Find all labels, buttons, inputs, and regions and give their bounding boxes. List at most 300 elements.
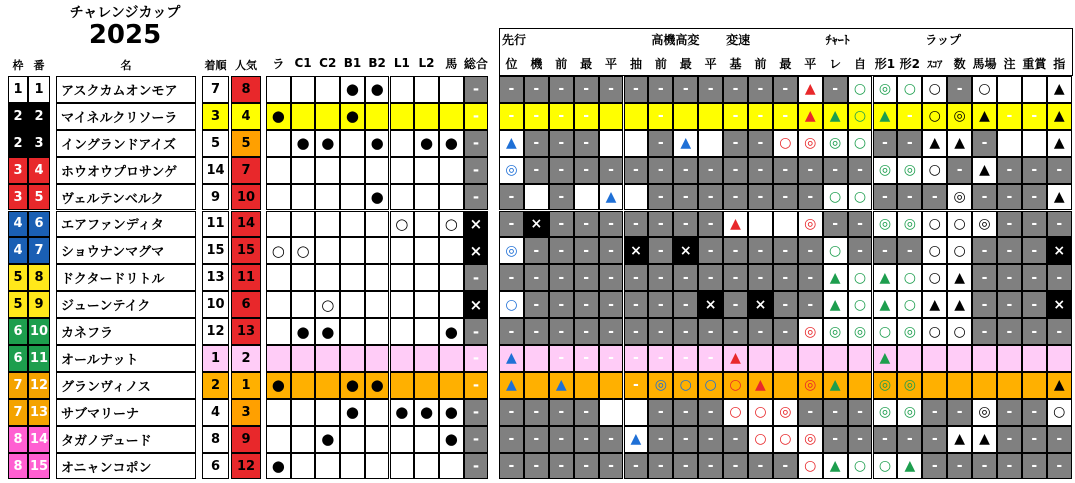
metric-cell: ○ bbox=[798, 453, 823, 480]
number-cell: 13 bbox=[28, 399, 50, 426]
course-cell bbox=[390, 237, 415, 264]
metric-cell: - bbox=[673, 453, 698, 480]
course-cell bbox=[439, 103, 464, 130]
metric-cell bbox=[1022, 76, 1047, 103]
metric-cell: - bbox=[723, 76, 748, 103]
course-cell bbox=[390, 157, 415, 184]
metric-cell: × bbox=[524, 211, 549, 238]
course-cell bbox=[390, 103, 415, 130]
metric-cell: - bbox=[748, 76, 773, 103]
course-cell: ● bbox=[365, 372, 390, 399]
course-cell: × bbox=[464, 211, 489, 238]
metric-cell bbox=[624, 184, 649, 211]
metric-cell: - bbox=[549, 318, 574, 345]
course-cell bbox=[414, 318, 439, 345]
metric-cell: - bbox=[773, 264, 798, 291]
metric-cell bbox=[1022, 345, 1047, 372]
popularity: 4 bbox=[231, 103, 261, 130]
metric-cell: - bbox=[723, 130, 748, 157]
metric-cell: - bbox=[524, 318, 549, 345]
metric-cell: - bbox=[947, 157, 972, 184]
metric-cell: - bbox=[698, 237, 723, 264]
metric-cell bbox=[574, 372, 599, 399]
number-cell: 10 bbox=[28, 318, 50, 345]
finish-rank: 6 bbox=[202, 453, 229, 480]
popularity: 8 bbox=[231, 76, 261, 103]
metric-cell: - bbox=[524, 103, 549, 130]
metric-cell: ◎ bbox=[798, 426, 823, 453]
course-cell bbox=[315, 157, 340, 184]
course-cell bbox=[439, 345, 464, 372]
metric-cell: - bbox=[648, 103, 673, 130]
metric-cell: - bbox=[1022, 291, 1047, 318]
course-cell: ● bbox=[266, 453, 291, 480]
metric-cell: - bbox=[1022, 426, 1047, 453]
course-cell bbox=[414, 211, 439, 238]
metric-cell: - bbox=[524, 157, 549, 184]
metric-cell: - bbox=[1047, 318, 1072, 345]
metric-cell: ○ bbox=[748, 426, 773, 453]
waku-cell: 5 bbox=[8, 291, 28, 318]
course-cell: - bbox=[464, 264, 489, 291]
horse-name: ショウナンマグマ bbox=[56, 237, 196, 264]
popularity: 6 bbox=[231, 291, 261, 318]
course-cell bbox=[291, 76, 316, 103]
course-cell bbox=[365, 103, 390, 130]
metric-cell: - bbox=[997, 399, 1022, 426]
metric-cell: ▲ bbox=[549, 372, 574, 399]
course-cell: ○ bbox=[266, 237, 291, 264]
horse-name: ドクタードリトル bbox=[56, 264, 196, 291]
metric-cell: - bbox=[574, 103, 599, 130]
right-col-header: 指 bbox=[1053, 56, 1066, 71]
metric-cell: ▲ bbox=[823, 453, 848, 480]
metric-cell: - bbox=[972, 291, 997, 318]
metric-cell: - bbox=[947, 399, 972, 426]
course-cell bbox=[365, 399, 390, 426]
metric-cell: ▲ bbox=[798, 103, 823, 130]
metric-cell: ▲ bbox=[873, 103, 898, 130]
metric-cell: - bbox=[574, 426, 599, 453]
race-year: 2025 bbox=[88, 20, 162, 50]
metric-cell: ▲ bbox=[1047, 184, 1072, 211]
metric-cell: - bbox=[549, 453, 574, 480]
metric-cell: ○ bbox=[848, 291, 873, 318]
horse-name: タガノデュード bbox=[56, 426, 196, 453]
metric-cell: ◎ bbox=[873, 157, 898, 184]
metric-cell: - bbox=[773, 237, 798, 264]
course-cell: ● bbox=[315, 318, 340, 345]
course-cell bbox=[439, 453, 464, 480]
col-header-1: 番 bbox=[33, 59, 45, 72]
course-cell bbox=[340, 426, 365, 453]
metric-cell: - bbox=[1047, 453, 1072, 480]
course-cell bbox=[439, 372, 464, 399]
waku-cell: 3 bbox=[8, 184, 28, 211]
metric-cell: ○ bbox=[873, 318, 898, 345]
course-cell: - bbox=[464, 130, 489, 157]
metric-cell: ○ bbox=[673, 372, 698, 399]
course-cell bbox=[414, 345, 439, 372]
metric-cell: - bbox=[823, 211, 848, 238]
waku-cell: 1 bbox=[8, 76, 28, 103]
metric-cell: ○ bbox=[947, 211, 972, 238]
metric-cell bbox=[624, 130, 649, 157]
metric-cell bbox=[673, 103, 698, 130]
metric-cell: - bbox=[972, 184, 997, 211]
course-cell bbox=[414, 264, 439, 291]
course-cell bbox=[340, 184, 365, 211]
metric-cell: - bbox=[1022, 264, 1047, 291]
course-cell: ● bbox=[439, 426, 464, 453]
metric-cell: - bbox=[599, 318, 624, 345]
metric-cell: - bbox=[648, 453, 673, 480]
metric-cell: ○ bbox=[848, 103, 873, 130]
popularity: 9 bbox=[231, 426, 261, 453]
metric-cell: ◎ bbox=[873, 76, 898, 103]
course-cell: - bbox=[464, 184, 489, 211]
metric-cell: - bbox=[823, 426, 848, 453]
metric-cell: ○ bbox=[897, 291, 922, 318]
metric-cell: - bbox=[1022, 237, 1047, 264]
course-cell: ● bbox=[315, 130, 340, 157]
metric-cell: - bbox=[499, 103, 524, 130]
metric-cell: - bbox=[574, 453, 599, 480]
metric-cell: - bbox=[848, 237, 873, 264]
right-col-header: 最 bbox=[580, 56, 593, 71]
metric-cell: - bbox=[599, 76, 624, 103]
course-cell bbox=[439, 76, 464, 103]
metric-cell: - bbox=[499, 184, 524, 211]
metric-cell: ○ bbox=[773, 426, 798, 453]
course-cell: ● bbox=[340, 103, 365, 130]
course-cell bbox=[266, 426, 291, 453]
metric-cell: ◎ bbox=[848, 318, 873, 345]
right-col-header: 位 bbox=[505, 56, 518, 71]
metric-cell: - bbox=[524, 237, 549, 264]
course-cell: - bbox=[464, 76, 489, 103]
finish-rank: 1 bbox=[202, 345, 229, 372]
course-cell: ● bbox=[266, 372, 291, 399]
metric-cell: ○ bbox=[972, 76, 997, 103]
metric-cell: ○ bbox=[922, 76, 947, 103]
metric-cell: - bbox=[624, 291, 649, 318]
metric-cell: - bbox=[499, 76, 524, 103]
course-cell bbox=[365, 453, 390, 480]
metric-cell: - bbox=[1022, 103, 1047, 130]
metric-cell: - bbox=[997, 211, 1022, 238]
metric-cell: - bbox=[947, 453, 972, 480]
right-col-header: 前 bbox=[555, 56, 568, 71]
metric-cell: - bbox=[549, 345, 574, 372]
course-cell bbox=[291, 345, 316, 372]
number-cell: 15 bbox=[28, 453, 50, 480]
course-cell: ○ bbox=[390, 211, 415, 238]
metric-cell: - bbox=[549, 211, 574, 238]
right-col-header: 最 bbox=[779, 56, 792, 71]
metric-cell: - bbox=[574, 399, 599, 426]
metric-cell bbox=[997, 345, 1022, 372]
metric-cell: ◎ bbox=[947, 103, 972, 130]
metric-cell bbox=[1022, 372, 1047, 399]
course-cell: ● bbox=[340, 76, 365, 103]
finish-rank: 5 bbox=[202, 130, 229, 157]
metric-cell: - bbox=[972, 453, 997, 480]
finish-rank: 11 bbox=[202, 211, 229, 238]
group-header: 先行 bbox=[502, 33, 527, 47]
course-cell: - bbox=[464, 399, 489, 426]
metric-cell: - bbox=[723, 157, 748, 184]
course-cell bbox=[390, 453, 415, 480]
metric-cell: ▲ bbox=[798, 76, 823, 103]
metric-cell: - bbox=[648, 184, 673, 211]
metric-cell: - bbox=[624, 318, 649, 345]
metric-cell: - bbox=[648, 345, 673, 372]
course-cell bbox=[414, 426, 439, 453]
metric-cell: - bbox=[574, 76, 599, 103]
metric-cell: ○ bbox=[1047, 399, 1072, 426]
course-cell bbox=[315, 103, 340, 130]
number-cell: 7 bbox=[28, 237, 50, 264]
metric-cell: - bbox=[524, 291, 549, 318]
metric-cell: - bbox=[648, 157, 673, 184]
course-cell bbox=[414, 453, 439, 480]
metric-cell: - bbox=[897, 426, 922, 453]
metric-cell: ▲ bbox=[748, 372, 773, 399]
course-cell bbox=[266, 291, 291, 318]
metric-cell: - bbox=[499, 318, 524, 345]
metric-cell: - bbox=[748, 130, 773, 157]
metric-cell bbox=[524, 184, 549, 211]
metric-cell: ▲ bbox=[723, 211, 748, 238]
metric-cell: ◎ bbox=[873, 211, 898, 238]
metric-cell: ◎ bbox=[648, 372, 673, 399]
metric-cell: - bbox=[698, 264, 723, 291]
metric-cell: - bbox=[499, 264, 524, 291]
metric-cell: - bbox=[897, 184, 922, 211]
course-header-frame bbox=[266, 50, 489, 76]
metric-cell bbox=[997, 130, 1022, 157]
metric-cell bbox=[599, 103, 624, 130]
course-cell: ● bbox=[439, 399, 464, 426]
course-cell bbox=[365, 345, 390, 372]
popularity: 7 bbox=[231, 157, 261, 184]
metric-cell: ○ bbox=[897, 264, 922, 291]
metric-cell: - bbox=[897, 130, 922, 157]
number-cell: 8 bbox=[28, 264, 50, 291]
metric-cell bbox=[624, 399, 649, 426]
course-cell: ● bbox=[390, 399, 415, 426]
right-col-header: 前 bbox=[654, 56, 667, 71]
metric-cell: - bbox=[624, 345, 649, 372]
metric-cell bbox=[698, 130, 723, 157]
course-cell: ● bbox=[365, 76, 390, 103]
course-cell bbox=[439, 237, 464, 264]
metric-cell: ◎ bbox=[773, 399, 798, 426]
horse-name: マイネルクリソーラ bbox=[56, 103, 196, 130]
metric-cell: - bbox=[549, 399, 574, 426]
popularity: 1 bbox=[231, 372, 261, 399]
course-cell bbox=[414, 157, 439, 184]
metric-cell: - bbox=[599, 157, 624, 184]
metric-cell: - bbox=[599, 453, 624, 480]
course-cell bbox=[291, 453, 316, 480]
metric-cell: ○ bbox=[922, 157, 947, 184]
course-cell bbox=[390, 345, 415, 372]
course-cell bbox=[291, 264, 316, 291]
waku-cell: 4 bbox=[8, 211, 28, 238]
metric-cell: - bbox=[648, 130, 673, 157]
course-cell bbox=[315, 237, 340, 264]
metric-cell: - bbox=[1022, 318, 1047, 345]
metric-cell: ○ bbox=[848, 264, 873, 291]
metric-cell: ◎ bbox=[873, 372, 898, 399]
metric-cell: - bbox=[524, 264, 549, 291]
metric-cell: - bbox=[798, 264, 823, 291]
course-cell bbox=[266, 345, 291, 372]
course-cell bbox=[390, 318, 415, 345]
popularity: 13 bbox=[231, 318, 261, 345]
horse-name: オニャンコポン bbox=[56, 453, 196, 480]
metric-cell: - bbox=[723, 237, 748, 264]
right-header-frame bbox=[499, 28, 1073, 76]
metric-cell: - bbox=[773, 76, 798, 103]
course-cell bbox=[439, 291, 464, 318]
metric-cell: - bbox=[599, 264, 624, 291]
popularity: 10 bbox=[231, 184, 261, 211]
course-cell: ● bbox=[365, 130, 390, 157]
metric-cell: - bbox=[599, 211, 624, 238]
metric-cell: ◎ bbox=[897, 399, 922, 426]
right-col-header: 平 bbox=[704, 56, 717, 71]
metric-cell: ○ bbox=[922, 103, 947, 130]
metric-cell: - bbox=[549, 103, 574, 130]
metric-cell bbox=[897, 345, 922, 372]
metric-cell bbox=[798, 345, 823, 372]
metric-cell: ◎ bbox=[798, 130, 823, 157]
metric-cell: ▲ bbox=[947, 130, 972, 157]
race-name: チャレンジカップ bbox=[69, 5, 181, 21]
course-cell bbox=[340, 211, 365, 238]
popularity: 11 bbox=[231, 264, 261, 291]
course-cell bbox=[365, 291, 390, 318]
metric-cell: - bbox=[574, 157, 599, 184]
metric-cell: ▲ bbox=[947, 264, 972, 291]
course-cell bbox=[291, 291, 316, 318]
metric-cell: - bbox=[1047, 211, 1072, 238]
metric-cell: - bbox=[723, 103, 748, 130]
metric-cell: - bbox=[599, 426, 624, 453]
metric-cell: ▲ bbox=[922, 130, 947, 157]
right-col-header: 形2 bbox=[899, 56, 921, 71]
course-cell bbox=[315, 211, 340, 238]
waku-cell: 5 bbox=[8, 264, 28, 291]
metric-cell: - bbox=[599, 237, 624, 264]
metric-cell: - bbox=[648, 318, 673, 345]
metric-cell bbox=[997, 76, 1022, 103]
group-header: ラップ bbox=[925, 33, 962, 47]
metric-cell: - bbox=[673, 399, 698, 426]
course-cell: ● bbox=[365, 184, 390, 211]
course-cell bbox=[315, 76, 340, 103]
metric-cell: - bbox=[873, 184, 898, 211]
metric-cell: - bbox=[673, 184, 698, 211]
metric-cell: - bbox=[1022, 211, 1047, 238]
course-cell: - bbox=[464, 157, 489, 184]
horse-name: グランヴィノス bbox=[56, 372, 196, 399]
metric-cell: ▲ bbox=[947, 426, 972, 453]
course-col-header: C1 bbox=[294, 56, 312, 70]
metric-cell: - bbox=[698, 157, 723, 184]
metric-cell: - bbox=[773, 184, 798, 211]
course-col-header: C2 bbox=[319, 56, 337, 70]
metric-cell: - bbox=[624, 157, 649, 184]
course-cell bbox=[439, 264, 464, 291]
metric-cell bbox=[773, 372, 798, 399]
metric-cell: ▲ bbox=[897, 453, 922, 480]
metric-cell: - bbox=[624, 372, 649, 399]
waku-cell: 7 bbox=[8, 399, 28, 426]
metric-cell: ○ bbox=[897, 76, 922, 103]
course-cell bbox=[390, 426, 415, 453]
metric-cell: ▲ bbox=[823, 291, 848, 318]
metric-cell bbox=[698, 103, 723, 130]
finish-rank: 3 bbox=[202, 103, 229, 130]
course-cell bbox=[266, 157, 291, 184]
right-col-header: 数 bbox=[953, 56, 966, 71]
metric-cell: - bbox=[848, 211, 873, 238]
metric-cell: ▲ bbox=[723, 345, 748, 372]
metric-cell: - bbox=[698, 399, 723, 426]
course-cell: - bbox=[464, 103, 489, 130]
metric-cell: ▲ bbox=[499, 345, 524, 372]
metric-cell: ○ bbox=[723, 399, 748, 426]
metric-cell: - bbox=[574, 237, 599, 264]
waku-cell: 3 bbox=[8, 157, 28, 184]
metric-cell: - bbox=[997, 426, 1022, 453]
course-cell bbox=[390, 76, 415, 103]
course-cell: - bbox=[464, 453, 489, 480]
metric-cell bbox=[972, 372, 997, 399]
number-cell: 1 bbox=[28, 76, 50, 103]
metric-cell: - bbox=[748, 157, 773, 184]
metric-cell bbox=[599, 372, 624, 399]
metric-cell: - bbox=[499, 453, 524, 480]
metric-cell: ◎ bbox=[499, 237, 524, 264]
course-cell bbox=[291, 103, 316, 130]
metric-cell: - bbox=[599, 345, 624, 372]
metric-cell: ○ bbox=[873, 453, 898, 480]
metric-cell: - bbox=[599, 291, 624, 318]
metric-cell: - bbox=[673, 345, 698, 372]
metric-cell: ◎ bbox=[798, 318, 823, 345]
metric-cell: - bbox=[549, 130, 574, 157]
course-cell bbox=[266, 130, 291, 157]
course-cell bbox=[266, 399, 291, 426]
metric-cell: ▲ bbox=[823, 103, 848, 130]
course-cell: × bbox=[464, 291, 489, 318]
course-cell bbox=[414, 291, 439, 318]
number-cell: 12 bbox=[28, 372, 50, 399]
course-cell bbox=[266, 211, 291, 238]
horse-name: エアファンディタ bbox=[56, 211, 196, 238]
metric-cell: - bbox=[897, 103, 922, 130]
course-cell bbox=[365, 426, 390, 453]
course-cell bbox=[315, 453, 340, 480]
metric-cell bbox=[524, 372, 549, 399]
metric-cell: - bbox=[574, 291, 599, 318]
course-cell bbox=[439, 184, 464, 211]
